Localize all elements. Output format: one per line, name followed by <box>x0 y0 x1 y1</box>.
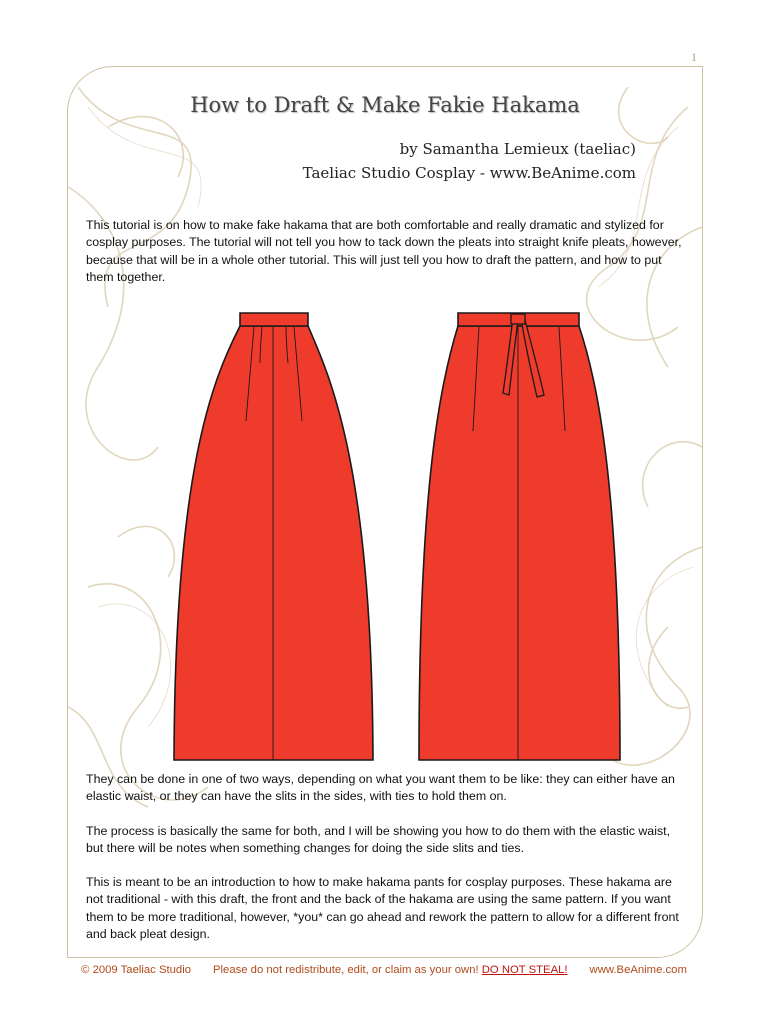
process-paragraph: The process is basically the same for both, and I will be showing you how to do them with the elastic waist, but there will be notes when something changes for doing the side slits and ties. <box>86 824 671 856</box>
page-number: 1 <box>691 50 697 64</box>
intro-paragraph: This tutorial is on how to make fake hakama that are both comfortable and really dramatic and stylized for cosplay purposes. The tutorial will not tell you how to tack down the pleats into straight knife pleats, however, because that will be in a whole other tutorial. This will just tell you how to draft the pattern, and how to put them together. <box>86 218 682 284</box>
footer-copyright: © 2009 Taeliac Studio <box>81 964 191 976</box>
hakama-back-illustration <box>417 311 621 763</box>
studio-site-line: Taeliac Studio Cosplay - www.BeAnime.com <box>302 164 636 182</box>
note-paragraph: This is meant to be an introduction to how to make hakama pants for cosplay purposes. These hakama are not traditional - with this draft, the front and the back of the hakama are using the same pattern. If you want them to be more traditional, however, *you* can go ahead and rework the pattern to allow for a different front and back pleat design. <box>86 875 679 941</box>
author-byline: by Samantha Lemieux (taeliac) <box>399 140 636 158</box>
footer-warning: DO NOT STEAL! <box>481 964 568 976</box>
page-footer <box>0 964 768 976</box>
methods-paragraph: They can be done in one of two ways, depending on what you want them to be like: they can either have an elastic waist, or they can have the slits in the sides, with ties to hold them on. <box>86 772 675 804</box>
footer-site-link[interactable]: www.BeAnime.com <box>589 964 687 976</box>
footer-notice: Please do not redistribute, edit, or claim as your own! <box>213 964 479 976</box>
page-frame <box>67 66 703 958</box>
hakama-front-illustration <box>172 311 374 763</box>
page-title: How to Draft & Make Fakie Hakama <box>190 93 580 117</box>
